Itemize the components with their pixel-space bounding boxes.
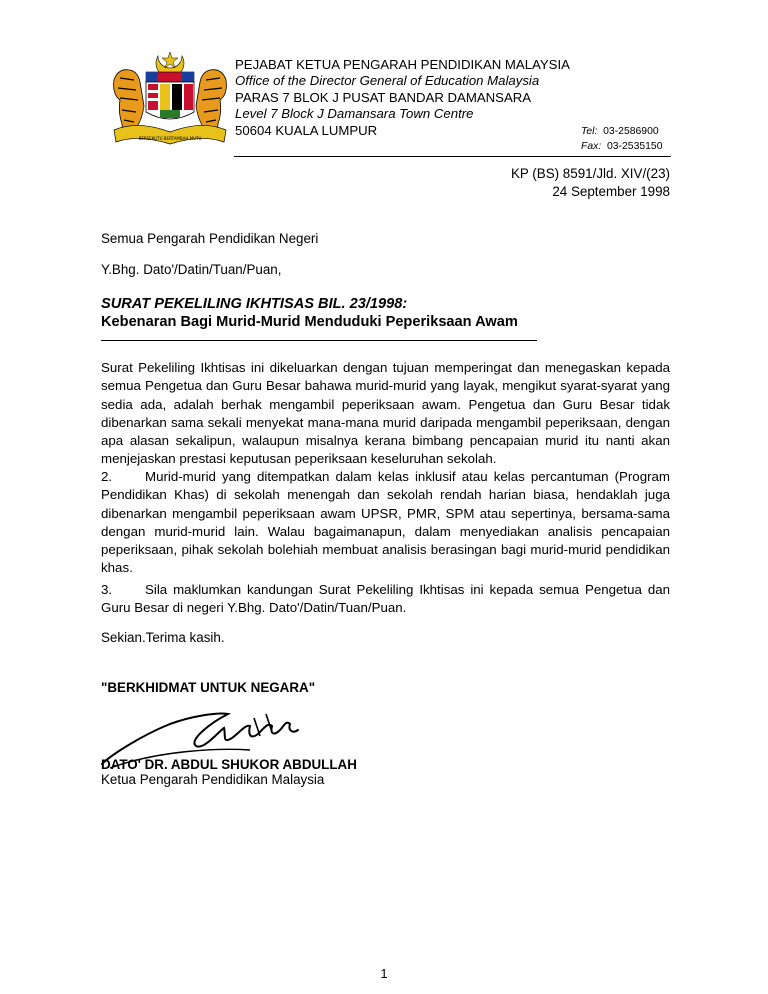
paragraph-2 xyxy=(101,468,670,578)
reference-number: KP (BS) 8591/Jld. XIV/(23) xyxy=(510,166,670,181)
fax-label: Fax: xyxy=(581,140,602,152)
contact-info xyxy=(581,125,662,154)
letter-date: 24 September 1998 xyxy=(552,183,670,199)
paragraph-2-number: 2. xyxy=(101,469,113,484)
signer-title: Ketua Pengarah Pendidikan Malaysia xyxy=(101,772,325,787)
subject-block xyxy=(101,295,670,331)
address-line-english: Level 7 Block J Damansara Town Centre xyxy=(235,106,474,122)
fax-line xyxy=(581,140,662,155)
fax-number: 03-2535150 xyxy=(607,140,663,152)
paragraph-3-number: 3. xyxy=(101,582,113,597)
recipient: Semua Pengarah Pendidikan Negeri xyxy=(101,231,319,246)
telephone-line xyxy=(581,125,662,140)
tel-number: 03-2586900 xyxy=(603,126,659,137)
paragraph-2-text: Murid-murid yang ditempatkan dalam kelas inklusif atau kelas percantuman (Program Pendidikan Khas) di sekolah menengah dan sekolah rendah harian biasa, hendaklah juga dibenarkan mengambil peperiksaan awam UPSR, PMR, SPM atau sepertinya, bersama-sama dengan murid-murid lain. Walau bagaimanapun, dalam menyediakan analisis pencapaian peperiksaan, pihak sekolah bolehiah membuat analisis berasingan bagi murid-murid pendidikan khas. xyxy=(101,469,670,576)
paragraph-3-text: Sila maklumkan kandungan Surat Pekeliling Ikhtisas ini kepada semua Pengetua dan Guru Besar di negeri Y.Bhg. Dato'/Datin/Tuan/Puan. xyxy=(101,582,670,616)
reference-block xyxy=(511,165,670,200)
subject-title: SURAT PEKELILING IKHTISAS BIL. 23/1998: xyxy=(101,296,408,312)
tel-label: Tel: xyxy=(581,126,598,137)
signer-name: DATO' DR. ABDUL SHUKOR ABDULLAH xyxy=(101,757,357,772)
office-name-english: Office of the Director General of Education Malaysia xyxy=(235,73,540,89)
closing-line: Sekian.Terima kasih. xyxy=(101,630,225,645)
svg-text:BERSEKUTU BERTAMBAH MUTU: BERSEKUTU BERTAMBAH MUTU xyxy=(138,136,202,141)
paragraph-3 xyxy=(101,581,670,618)
paragraph-1: Surat Pekeliling Ikhtisas ini dikeluarkan dengan tujuan memperingat dan menegaskan kepada semua Pengetua dan Guru Besar bahawa murid-murid yang layak, mengikut syarat-syarat yang sedia ada, adalah berhak mengambil peperiksaan awam. Pengetua dan Guru Besar tidak dibenarkan sama sekali menyekat mana-mana murid daripada mengambil peperiksaan, dengan apa alasan sekalipun, walaupun misalnya kerana bimbang pencapaian murid itu nanti akan menjejaskan prestasi keputusan peperiksaan keseluruhan sekolah. xyxy=(101,360,670,467)
salutation: Y.Bhg. Dato'/Datin/Tuan/Puan, xyxy=(101,262,282,277)
page-number: 1 xyxy=(380,966,388,981)
motto: "BERKHIDMAT UNTUK NEGARA" xyxy=(101,680,316,695)
subject-underline xyxy=(101,340,537,341)
address-line-malay: PARAS 7 BLOK J PUSAT BANDAR DAMANSARA xyxy=(235,89,532,105)
coat-of-arms-logo xyxy=(108,50,232,146)
signer-block xyxy=(101,757,670,787)
subject-subtitle: Kebenaran Bagi Murid-Murid Menduduki Peperiksaan Awam xyxy=(101,314,518,330)
letterhead-divider xyxy=(234,156,671,157)
letterhead-address xyxy=(235,57,570,139)
office-name-malay: PEJABAT KETUA PENGARAH PENDIDIKAN MALAYSIA xyxy=(235,57,570,72)
postcode-city: 50604 KUALA LUMPUR xyxy=(235,122,378,138)
